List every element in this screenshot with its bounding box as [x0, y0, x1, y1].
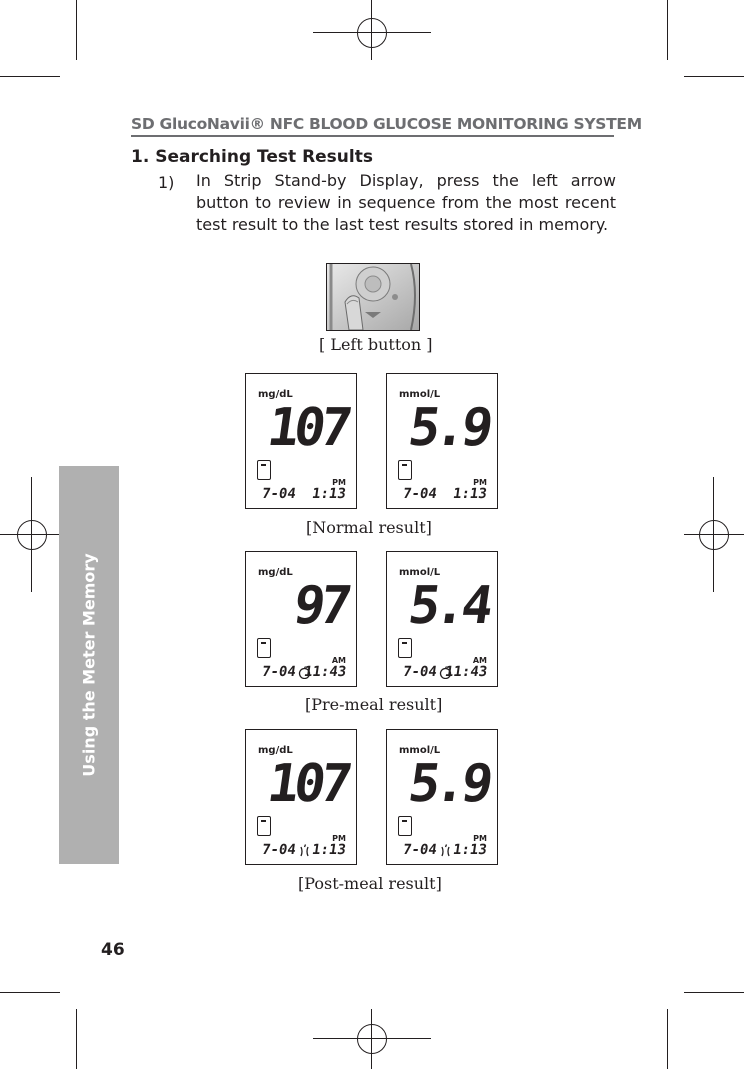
crop-mark: [684, 76, 744, 77]
registration-mark: [17, 520, 47, 550]
lcd-display-normal-mmol: [386, 373, 498, 509]
memory-book-icon: [257, 638, 271, 658]
crop-mark: [667, 1009, 668, 1069]
left-button-photo: [326, 263, 420, 331]
crop-mark: [76, 1009, 77, 1069]
crop-mark: [76, 0, 77, 60]
crop-mark: [667, 0, 668, 60]
lcd-display-post-meal-mgdl: [245, 729, 357, 865]
normal-result-caption: [Normal result]: [306, 518, 432, 537]
unit-label: mmol/L: [399, 567, 441, 578]
crop-mark: [684, 992, 744, 993]
date-reading: 7-04: [260, 486, 297, 502]
date-reading: 7-04: [401, 664, 438, 680]
date-reading: 7-04: [260, 842, 297, 858]
step-number: 1): [158, 173, 175, 192]
memory-book-icon: [398, 638, 412, 658]
time-reading: 11:43: [443, 664, 489, 680]
side-tab-label: Using the Meter Memory: [79, 553, 99, 777]
unit-label: mg/dL: [258, 389, 293, 400]
time-reading: 1:13: [311, 486, 348, 502]
date-reading: 7-04: [260, 664, 297, 680]
step-text: In Strip Stand-by Display, press the left arrow button to review in sequence from the most recent test result to the last test results stored in memory.: [196, 171, 616, 234]
time-reading: 1:13: [452, 842, 489, 858]
am-pm-indicator: PM: [473, 478, 487, 487]
glucose-reading: 5.9: [404, 398, 493, 458]
time-reading: 1:13: [311, 842, 348, 858]
left-button-caption: [ Left button ]: [319, 335, 433, 354]
memory-book-icon: [257, 460, 271, 480]
memory-book-icon: [398, 460, 412, 480]
am-pm-indicator: PM: [332, 834, 346, 843]
glucose-reading: 107: [263, 398, 352, 458]
lcd-display-pre-meal-mmol: [386, 551, 498, 687]
apple-core-icon: [298, 844, 311, 857]
crop-mark: [0, 992, 60, 993]
time-reading: 11:43: [302, 664, 348, 680]
unit-label: mmol/L: [399, 389, 441, 400]
glucose-reading: 5.9: [404, 754, 493, 814]
unit-label: mmol/L: [399, 745, 441, 756]
am-pm-indicator: PM: [332, 478, 346, 487]
unit-label: mg/dL: [258, 567, 293, 578]
crop-mark: [0, 76, 60, 77]
date-reading: 7-04: [401, 842, 438, 858]
lcd-display-post-meal-mmol: [386, 729, 498, 865]
registration-mark: [357, 18, 387, 48]
apple-core-icon: [439, 844, 452, 857]
registration-mark: [699, 520, 729, 550]
memory-book-icon: [257, 816, 271, 836]
memory-book-icon: [398, 816, 412, 836]
am-pm-indicator: AM: [331, 656, 346, 665]
lcd-display-normal-mgdl: [245, 373, 357, 509]
glucose-reading: 97: [290, 576, 352, 636]
section-title: 1. Searching Test Results: [131, 147, 373, 167]
am-pm-indicator: AM: [472, 656, 487, 665]
date-reading: 7-04: [401, 486, 438, 502]
page-number: 46: [101, 940, 125, 960]
am-pm-indicator: PM: [473, 834, 487, 843]
registration-mark: [357, 1024, 387, 1054]
lcd-display-pre-meal-mgdl: [245, 551, 357, 687]
unit-label: mg/dL: [258, 745, 293, 756]
post-meal-result-caption: [Post-meal result]: [298, 874, 442, 893]
running-header: SD GlucoNavii® NFC BLOOD GLUCOSE MONITORING SYSTEM: [131, 115, 642, 133]
glucose-reading: 5.4: [404, 576, 493, 636]
header-rule: [131, 135, 614, 137]
glucose-reading: 107: [263, 754, 352, 814]
pre-meal-result-caption: [Pre-meal result]: [305, 695, 443, 714]
time-reading: 1:13: [452, 486, 489, 502]
